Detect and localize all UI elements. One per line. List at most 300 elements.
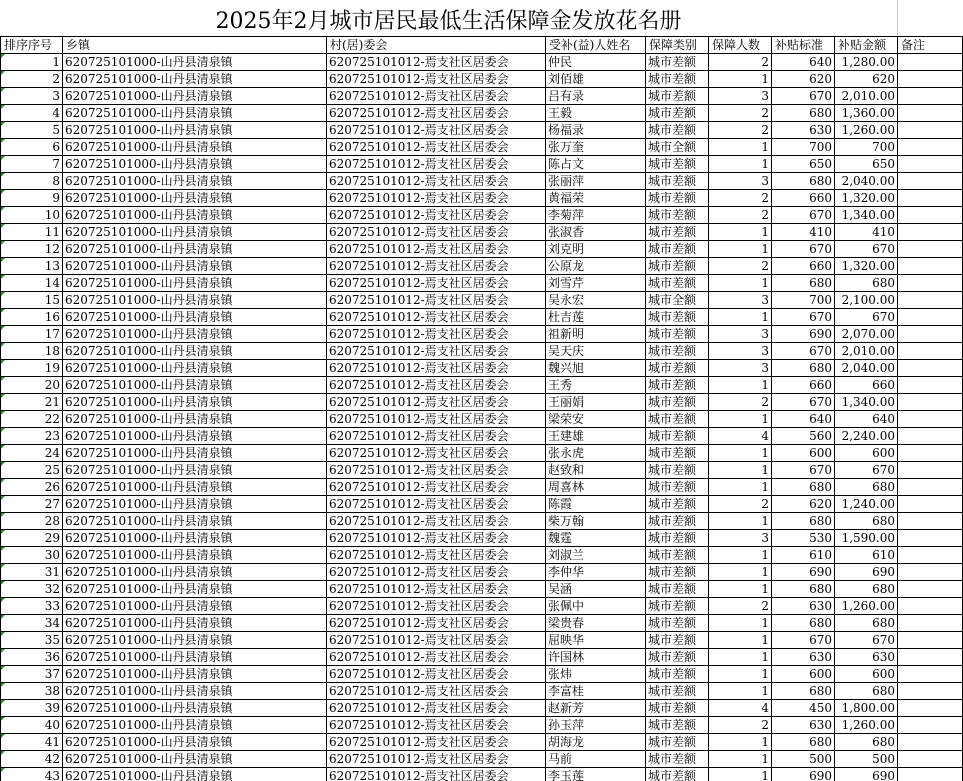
cell-town[interactable]: 620725101000-山丹县清泉镇: [63, 666, 327, 683]
cell-amount[interactable]: 690: [835, 768, 898, 781]
cell-amount[interactable]: 660: [835, 377, 898, 394]
cell-category[interactable]: 城市差额: [646, 734, 709, 751]
cell-standard[interactable]: 700: [772, 292, 835, 309]
cell-category[interactable]: 城市差额: [646, 190, 709, 207]
cell-category[interactable]: 城市差额: [646, 547, 709, 564]
cell-persons[interactable]: 1: [709, 445, 772, 462]
cell-persons[interactable]: 3: [709, 173, 772, 190]
cell-town[interactable]: 620725101000-山丹县清泉镇: [63, 326, 327, 343]
cell-standard[interactable]: 670: [772, 207, 835, 224]
cell-persons[interactable]: 1: [709, 513, 772, 530]
cell-village[interactable]: 620725101012-焉支社区居委会: [327, 411, 546, 428]
cell-remark[interactable]: [898, 139, 963, 156]
cell-village[interactable]: 620725101012-焉支社区居委会: [327, 717, 546, 734]
cell-standard[interactable]: 680: [772, 513, 835, 530]
cell-name[interactable]: 魏霆: [546, 530, 646, 547]
cell-amount[interactable]: 680: [835, 615, 898, 632]
cell-category[interactable]: 城市差额: [646, 496, 709, 513]
cell-persons[interactable]: 1: [709, 309, 772, 326]
cell-name[interactable]: 仲民: [546, 54, 646, 71]
cell-remark[interactable]: [898, 683, 963, 700]
cell-village[interactable]: 620725101012-焉支社区居委会: [327, 768, 546, 781]
cell-village[interactable]: 620725101012-焉支社区居委会: [327, 547, 546, 564]
cell-seq[interactable]: 36: [1, 649, 63, 666]
cell-seq[interactable]: 37: [1, 666, 63, 683]
cell-remark[interactable]: [898, 649, 963, 666]
cell-name[interactable]: 王毅: [546, 105, 646, 122]
cell-standard[interactable]: 660: [772, 258, 835, 275]
cell-name[interactable]: 黄福荣: [546, 190, 646, 207]
header-village[interactable]: 村(居)委会: [327, 37, 546, 54]
cell-standard[interactable]: 680: [772, 615, 835, 632]
cell-persons[interactable]: 1: [709, 241, 772, 258]
cell-amount[interactable]: 680: [835, 581, 898, 598]
cell-remark[interactable]: [898, 88, 963, 105]
cell-persons[interactable]: 1: [709, 479, 772, 496]
cell-seq[interactable]: 17: [1, 326, 63, 343]
cell-name[interactable]: 公原龙: [546, 258, 646, 275]
cell-amount[interactable]: 680: [835, 275, 898, 292]
cell-category[interactable]: 城市差额: [646, 581, 709, 598]
cell-amount[interactable]: 500: [835, 751, 898, 768]
cell-seq[interactable]: 8: [1, 173, 63, 190]
cell-village[interactable]: 620725101012-焉支社区居委会: [327, 190, 546, 207]
cell-town[interactable]: 620725101000-山丹县清泉镇: [63, 598, 327, 615]
cell-standard[interactable]: 640: [772, 54, 835, 71]
cell-town[interactable]: 620725101000-山丹县清泉镇: [63, 292, 327, 309]
header-persons[interactable]: 保障人数: [709, 37, 772, 54]
cell-village[interactable]: 620725101012-焉支社区居委会: [327, 581, 546, 598]
cell-persons[interactable]: 2: [709, 394, 772, 411]
cell-village[interactable]: 620725101012-焉支社区居委会: [327, 632, 546, 649]
cell-standard[interactable]: 640: [772, 411, 835, 428]
cell-village[interactable]: 620725101012-焉支社区居委会: [327, 156, 546, 173]
cell-seq[interactable]: 33: [1, 598, 63, 615]
cell-village[interactable]: 620725101012-焉支社区居委会: [327, 649, 546, 666]
cell-persons[interactable]: 2: [709, 190, 772, 207]
cell-name[interactable]: 李玉莲: [546, 768, 646, 781]
cell-persons[interactable]: 1: [709, 615, 772, 632]
cell-name[interactable]: 刘雪芹: [546, 275, 646, 292]
cell-persons[interactable]: 1: [709, 377, 772, 394]
cell-remark[interactable]: [898, 326, 963, 343]
cell-amount[interactable]: 1,240.00: [835, 496, 898, 513]
cell-amount[interactable]: 610: [835, 547, 898, 564]
cell-seq[interactable]: 16: [1, 309, 63, 326]
cell-category[interactable]: 城市全额: [646, 139, 709, 156]
cell-remark[interactable]: [898, 122, 963, 139]
header-seq[interactable]: 排序序号: [1, 37, 63, 54]
cell-amount[interactable]: 2,070.00: [835, 326, 898, 343]
cell-category[interactable]: 城市差额: [646, 71, 709, 88]
cell-persons[interactable]: 1: [709, 734, 772, 751]
cell-category[interactable]: 城市差额: [646, 666, 709, 683]
cell-village[interactable]: 620725101012-焉支社区居委会: [327, 377, 546, 394]
cell-standard[interactable]: 610: [772, 547, 835, 564]
cell-remark[interactable]: [898, 360, 963, 377]
cell-category[interactable]: 城市差额: [646, 173, 709, 190]
cell-seq[interactable]: 43: [1, 768, 63, 781]
cell-persons[interactable]: 3: [709, 343, 772, 360]
cell-remark[interactable]: [898, 445, 963, 462]
header-standard[interactable]: 补贴标准: [772, 37, 835, 54]
cell-name[interactable]: 赵致和: [546, 462, 646, 479]
cell-category[interactable]: 城市差额: [646, 513, 709, 530]
cell-village[interactable]: 620725101012-焉支社区居委会: [327, 666, 546, 683]
cell-persons[interactable]: 1: [709, 666, 772, 683]
cell-town[interactable]: 620725101000-山丹县清泉镇: [63, 394, 327, 411]
cell-category[interactable]: 城市差额: [646, 326, 709, 343]
cell-amount[interactable]: 2,010.00: [835, 88, 898, 105]
cell-standard[interactable]: 680: [772, 173, 835, 190]
cell-standard[interactable]: 450: [772, 700, 835, 717]
cell-remark[interactable]: [898, 275, 963, 292]
cell-name[interactable]: 屈映华: [546, 632, 646, 649]
cell-town[interactable]: 620725101000-山丹县清泉镇: [63, 54, 327, 71]
cell-name[interactable]: 张丽萍: [546, 173, 646, 190]
cell-remark[interactable]: [898, 309, 963, 326]
cell-remark[interactable]: [898, 54, 963, 71]
cell-persons[interactable]: 1: [709, 224, 772, 241]
cell-persons[interactable]: 2: [709, 258, 772, 275]
cell-remark[interactable]: [898, 632, 963, 649]
cell-village[interactable]: 620725101012-焉支社区居委会: [327, 309, 546, 326]
cell-standard[interactable]: 690: [772, 768, 835, 781]
cell-village[interactable]: 620725101012-焉支社区居委会: [327, 751, 546, 768]
cell-seq[interactable]: 7: [1, 156, 63, 173]
cell-name[interactable]: 吴永宏: [546, 292, 646, 309]
cell-village[interactable]: 620725101012-焉支社区居委会: [327, 683, 546, 700]
cell-standard[interactable]: 660: [772, 190, 835, 207]
cell-town[interactable]: 620725101000-山丹县清泉镇: [63, 632, 327, 649]
cell-village[interactable]: 620725101012-焉支社区居委会: [327, 292, 546, 309]
cell-name[interactable]: 马前: [546, 751, 646, 768]
cell-town[interactable]: 620725101000-山丹县清泉镇: [63, 496, 327, 513]
cell-town[interactable]: 620725101000-山丹县清泉镇: [63, 479, 327, 496]
cell-amount[interactable]: 670: [835, 632, 898, 649]
cell-category[interactable]: 城市差额: [646, 428, 709, 445]
cell-seq[interactable]: 18: [1, 343, 63, 360]
cell-name[interactable]: 魏兴旭: [546, 360, 646, 377]
cell-town[interactable]: 620725101000-山丹县清泉镇: [63, 581, 327, 598]
cell-amount[interactable]: 1,800.00: [835, 700, 898, 717]
cell-village[interactable]: 620725101012-焉支社区居委会: [327, 207, 546, 224]
cell-amount[interactable]: 1,260.00: [835, 717, 898, 734]
cell-name[interactable]: 许国林: [546, 649, 646, 666]
cell-persons[interactable]: 1: [709, 751, 772, 768]
cell-remark[interactable]: [898, 479, 963, 496]
cell-name[interactable]: 刘克明: [546, 241, 646, 258]
cell-standard[interactable]: 410: [772, 224, 835, 241]
cell-amount[interactable]: 670: [835, 241, 898, 258]
cell-seq[interactable]: 13: [1, 258, 63, 275]
cell-amount[interactable]: 630: [835, 649, 898, 666]
cell-persons[interactable]: 1: [709, 71, 772, 88]
cell-standard[interactable]: 620: [772, 496, 835, 513]
cell-category[interactable]: 城市差额: [646, 207, 709, 224]
cell-town[interactable]: 620725101000-山丹县清泉镇: [63, 139, 327, 156]
cell-seq[interactable]: 2: [1, 71, 63, 88]
cell-town[interactable]: 620725101000-山丹县清泉镇: [63, 564, 327, 581]
cell-name[interactable]: 梁荣安: [546, 411, 646, 428]
cell-seq[interactable]: 28: [1, 513, 63, 530]
cell-persons[interactable]: 2: [709, 717, 772, 734]
cell-persons[interactable]: 1: [709, 683, 772, 700]
cell-standard[interactable]: 630: [772, 649, 835, 666]
cell-seq[interactable]: 10: [1, 207, 63, 224]
cell-seq[interactable]: 4: [1, 105, 63, 122]
cell-seq[interactable]: 42: [1, 751, 63, 768]
cell-village[interactable]: 620725101012-焉支社区居委会: [327, 224, 546, 241]
cell-town[interactable]: 620725101000-山丹县清泉镇: [63, 360, 327, 377]
cell-standard[interactable]: 670: [772, 309, 835, 326]
cell-town[interactable]: 620725101000-山丹县清泉镇: [63, 309, 327, 326]
cell-seq[interactable]: 3: [1, 88, 63, 105]
cell-persons[interactable]: 1: [709, 564, 772, 581]
cell-village[interactable]: 620725101012-焉支社区居委会: [327, 241, 546, 258]
cell-name[interactable]: 杨福录: [546, 122, 646, 139]
cell-category[interactable]: 城市差额: [646, 54, 709, 71]
cell-town[interactable]: 620725101000-山丹县清泉镇: [63, 105, 327, 122]
cell-category[interactable]: 城市差额: [646, 275, 709, 292]
cell-village[interactable]: 620725101012-焉支社区居委会: [327, 326, 546, 343]
cell-standard[interactable]: 700: [772, 139, 835, 156]
cell-persons[interactable]: 1: [709, 156, 772, 173]
cell-amount[interactable]: 1,340.00: [835, 394, 898, 411]
header-amount[interactable]: 补贴金额: [835, 37, 898, 54]
cell-village[interactable]: 620725101012-焉支社区居委会: [327, 343, 546, 360]
cell-category[interactable]: 城市差额: [646, 615, 709, 632]
cell-category[interactable]: 城市差额: [646, 768, 709, 781]
cell-seq[interactable]: 32: [1, 581, 63, 598]
cell-remark[interactable]: [898, 241, 963, 258]
cell-remark[interactable]: [898, 530, 963, 547]
cell-standard[interactable]: 560: [772, 428, 835, 445]
cell-amount[interactable]: 1,280.00: [835, 54, 898, 71]
cell-town[interactable]: 620725101000-山丹县清泉镇: [63, 71, 327, 88]
cell-village[interactable]: 620725101012-焉支社区居委会: [327, 54, 546, 71]
cell-seq[interactable]: 24: [1, 445, 63, 462]
cell-village[interactable]: 620725101012-焉支社区居委会: [327, 513, 546, 530]
cell-remark[interactable]: [898, 564, 963, 581]
cell-category[interactable]: 城市差额: [646, 88, 709, 105]
cell-seq[interactable]: 38: [1, 683, 63, 700]
cell-town[interactable]: 620725101000-山丹县清泉镇: [63, 513, 327, 530]
cell-village[interactable]: 620725101012-焉支社区居委会: [327, 394, 546, 411]
cell-standard[interactable]: 670: [772, 394, 835, 411]
cell-persons[interactable]: 1: [709, 411, 772, 428]
cell-persons[interactable]: 2: [709, 105, 772, 122]
cell-standard[interactable]: 670: [772, 88, 835, 105]
cell-category[interactable]: 城市差额: [646, 224, 709, 241]
cell-amount[interactable]: 410: [835, 224, 898, 241]
cell-amount[interactable]: 2,040.00: [835, 173, 898, 190]
cell-standard[interactable]: 680: [772, 105, 835, 122]
cell-name[interactable]: 梁贵春: [546, 615, 646, 632]
cell-name[interactable]: 吴天庆: [546, 343, 646, 360]
cell-village[interactable]: 620725101012-焉支社区居委会: [327, 598, 546, 615]
cell-seq[interactable]: 40: [1, 717, 63, 734]
cell-persons[interactable]: 3: [709, 360, 772, 377]
cell-amount[interactable]: 1,320.00: [835, 190, 898, 207]
cell-name[interactable]: 陈霞: [546, 496, 646, 513]
cell-name[interactable]: 周喜林: [546, 479, 646, 496]
cell-name[interactable]: 王丽娟: [546, 394, 646, 411]
cell-seq[interactable]: 11: [1, 224, 63, 241]
cell-seq[interactable]: 31: [1, 564, 63, 581]
cell-town[interactable]: 620725101000-山丹县清泉镇: [63, 258, 327, 275]
cell-village[interactable]: 620725101012-焉支社区居委会: [327, 496, 546, 513]
cell-town[interactable]: 620725101000-山丹县清泉镇: [63, 207, 327, 224]
cell-standard[interactable]: 690: [772, 326, 835, 343]
cell-village[interactable]: 620725101012-焉支社区居委会: [327, 700, 546, 717]
cell-amount[interactable]: 2,240.00: [835, 428, 898, 445]
cell-name[interactable]: 赵新芳: [546, 700, 646, 717]
cell-remark[interactable]: [898, 751, 963, 768]
cell-remark[interactable]: [898, 513, 963, 530]
cell-remark[interactable]: [898, 207, 963, 224]
cell-seq[interactable]: 35: [1, 632, 63, 649]
cell-seq[interactable]: 34: [1, 615, 63, 632]
cell-village[interactable]: 620725101012-焉支社区居委会: [327, 479, 546, 496]
cell-seq[interactable]: 6: [1, 139, 63, 156]
cell-remark[interactable]: [898, 190, 963, 207]
cell-village[interactable]: 620725101012-焉支社区居委会: [327, 173, 546, 190]
cell-town[interactable]: 620725101000-山丹县清泉镇: [63, 377, 327, 394]
cell-amount[interactable]: 1,360.00: [835, 105, 898, 122]
cell-seq[interactable]: 5: [1, 122, 63, 139]
cell-remark[interactable]: [898, 258, 963, 275]
cell-remark[interactable]: [898, 615, 963, 632]
cell-amount[interactable]: 2,100.00: [835, 292, 898, 309]
cell-name[interactable]: 刘佰雄: [546, 71, 646, 88]
cell-standard[interactable]: 680: [772, 275, 835, 292]
cell-town[interactable]: 620725101000-山丹县清泉镇: [63, 275, 327, 292]
cell-standard[interactable]: 680: [772, 683, 835, 700]
cell-seq[interactable]: 30: [1, 547, 63, 564]
cell-village[interactable]: 620725101012-焉支社区居委会: [327, 88, 546, 105]
cell-persons[interactable]: 4: [709, 428, 772, 445]
cell-standard[interactable]: 660: [772, 377, 835, 394]
cell-village[interactable]: 620725101012-焉支社区居委会: [327, 139, 546, 156]
cell-standard[interactable]: 670: [772, 343, 835, 360]
cell-amount[interactable]: 640: [835, 411, 898, 428]
cell-seq[interactable]: 14: [1, 275, 63, 292]
cell-persons[interactable]: 1: [709, 547, 772, 564]
cell-amount[interactable]: 1,320.00: [835, 258, 898, 275]
cell-village[interactable]: 620725101012-焉支社区居委会: [327, 445, 546, 462]
cell-name[interactable]: 吕有录: [546, 88, 646, 105]
cell-category[interactable]: 城市差额: [646, 411, 709, 428]
cell-amount[interactable]: 680: [835, 513, 898, 530]
cell-amount[interactable]: 680: [835, 734, 898, 751]
cell-seq[interactable]: 1: [1, 54, 63, 71]
cell-standard[interactable]: 680: [772, 734, 835, 751]
cell-name[interactable]: 张佩中: [546, 598, 646, 615]
cell-town[interactable]: 620725101000-山丹县清泉镇: [63, 445, 327, 462]
cell-town[interactable]: 620725101000-山丹县清泉镇: [63, 683, 327, 700]
cell-village[interactable]: 620725101012-焉支社区居委会: [327, 428, 546, 445]
cell-town[interactable]: 620725101000-山丹县清泉镇: [63, 428, 327, 445]
cell-remark[interactable]: [898, 292, 963, 309]
cell-category[interactable]: 城市差额: [646, 649, 709, 666]
cell-town[interactable]: 620725101000-山丹县清泉镇: [63, 734, 327, 751]
cell-amount[interactable]: 1,340.00: [835, 207, 898, 224]
cell-village[interactable]: 620725101012-焉支社区居委会: [327, 71, 546, 88]
cell-town[interactable]: 620725101000-山丹县清泉镇: [63, 768, 327, 781]
cell-amount[interactable]: 600: [835, 445, 898, 462]
cell-persons[interactable]: 1: [709, 581, 772, 598]
cell-seq[interactable]: 26: [1, 479, 63, 496]
cell-remark[interactable]: [898, 156, 963, 173]
cell-amount[interactable]: 690: [835, 564, 898, 581]
cell-amount[interactable]: 670: [835, 462, 898, 479]
cell-name[interactable]: 陈占文: [546, 156, 646, 173]
cell-name[interactable]: 柴万翰: [546, 513, 646, 530]
cell-persons[interactable]: 2: [709, 207, 772, 224]
cell-category[interactable]: 城市差额: [646, 683, 709, 700]
cell-remark[interactable]: [898, 71, 963, 88]
cell-remark[interactable]: [898, 496, 963, 513]
cell-persons[interactable]: 2: [709, 122, 772, 139]
cell-category[interactable]: 城市差额: [646, 445, 709, 462]
cell-standard[interactable]: 620: [772, 71, 835, 88]
cell-seq[interactable]: 12: [1, 241, 63, 258]
cell-persons[interactable]: 1: [709, 275, 772, 292]
cell-persons[interactable]: 3: [709, 88, 772, 105]
cell-standard[interactable]: 680: [772, 581, 835, 598]
cell-village[interactable]: 620725101012-焉支社区居委会: [327, 105, 546, 122]
cell-persons[interactable]: 4: [709, 700, 772, 717]
cell-amount[interactable]: 680: [835, 479, 898, 496]
cell-town[interactable]: 620725101000-山丹县清泉镇: [63, 751, 327, 768]
cell-name[interactable]: 张永虎: [546, 445, 646, 462]
cell-village[interactable]: 620725101012-焉支社区居委会: [327, 734, 546, 751]
cell-remark[interactable]: [898, 224, 963, 241]
cell-standard[interactable]: 690: [772, 564, 835, 581]
cell-seq[interactable]: 20: [1, 377, 63, 394]
cell-seq[interactable]: 21: [1, 394, 63, 411]
cell-remark[interactable]: [898, 343, 963, 360]
cell-town[interactable]: 620725101000-山丹县清泉镇: [63, 88, 327, 105]
cell-persons[interactable]: 2: [709, 496, 772, 513]
cell-name[interactable]: 王建雄: [546, 428, 646, 445]
cell-standard[interactable]: 630: [772, 598, 835, 615]
cell-amount[interactable]: 670: [835, 309, 898, 326]
cell-persons[interactable]: 2: [709, 54, 772, 71]
cell-category[interactable]: 城市差额: [646, 156, 709, 173]
cell-village[interactable]: 620725101012-焉支社区居委会: [327, 275, 546, 292]
cell-standard[interactable]: 670: [772, 241, 835, 258]
cell-town[interactable]: 620725101000-山丹县清泉镇: [63, 649, 327, 666]
cell-standard[interactable]: 630: [772, 717, 835, 734]
cell-amount[interactable]: 1,260.00: [835, 122, 898, 139]
cell-seq[interactable]: 15: [1, 292, 63, 309]
cell-town[interactable]: 620725101000-山丹县清泉镇: [63, 122, 327, 139]
cell-persons[interactable]: 1: [709, 768, 772, 781]
cell-amount[interactable]: 650: [835, 156, 898, 173]
header-name[interactable]: 受补(益)人姓名: [546, 37, 646, 54]
cell-standard[interactable]: 670: [772, 632, 835, 649]
cell-remark[interactable]: [898, 411, 963, 428]
cell-name[interactable]: 李富桂: [546, 683, 646, 700]
cell-seq[interactable]: 19: [1, 360, 63, 377]
cell-standard[interactable]: 600: [772, 445, 835, 462]
cell-remark[interactable]: [898, 547, 963, 564]
cell-category[interactable]: 城市全额: [646, 292, 709, 309]
cell-amount[interactable]: 700: [835, 139, 898, 156]
cell-village[interactable]: 620725101012-焉支社区居委会: [327, 258, 546, 275]
